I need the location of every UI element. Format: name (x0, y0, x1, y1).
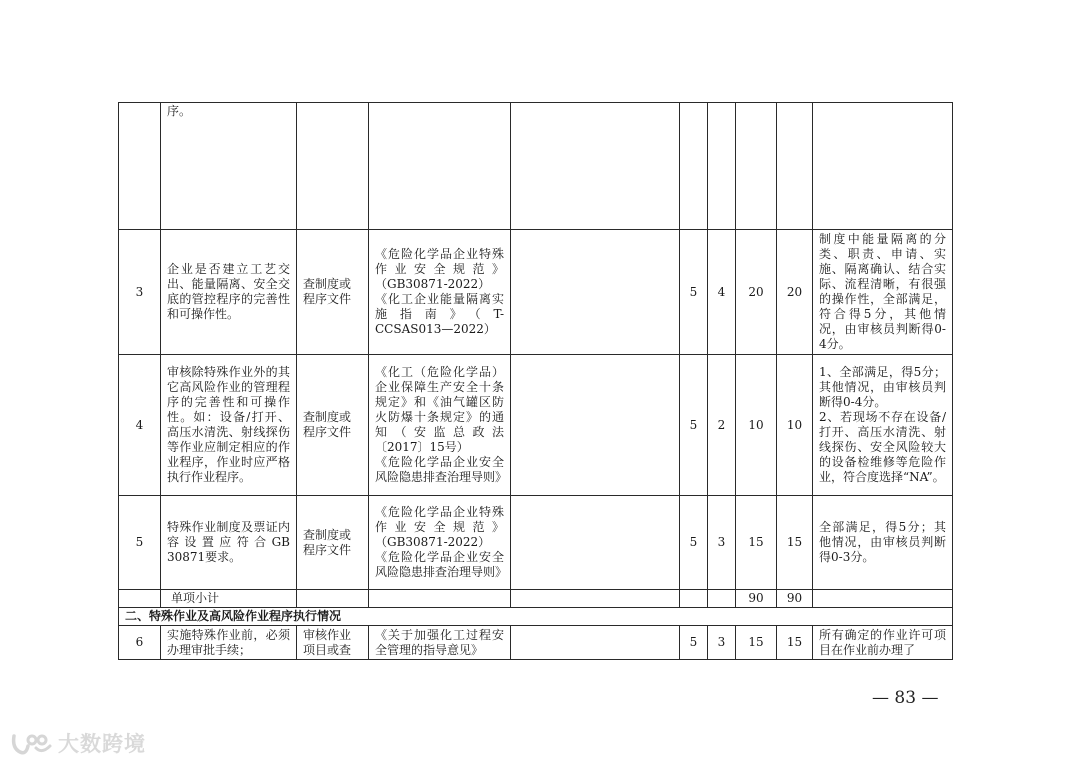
page-number: — 83 — (872, 688, 939, 708)
audit-note (511, 230, 680, 355)
audit-method: 审核作业项目或查 (297, 626, 369, 660)
scoring-rule: 制度中能量隔离的分类、职责、申请、实施、隔离确认、结合实际、流程清晰，有很强的操作性，全部满足，符合得5分，其他情况，由审核员判断得0-4分。 (813, 230, 953, 355)
audit-item: 企业是否建立工艺交出、能量隔离、安全交底的管控程序的完善性和可操作性。 (161, 230, 297, 355)
subtotal-obtained: 90 (777, 590, 813, 608)
logo-mark-icon (10, 728, 54, 758)
audit-item: 实施特殊作业前，必须办理审批手续； (161, 626, 297, 660)
audit-item: 审核除特殊作业外的其它高风险作业的管理程序的完善性和可操作性。如：设备/打开、高压水清洗、射线探伤等作业应制定相应的作业程序，作业时应严格执行作业程序。 (161, 355, 297, 496)
audit-basis: 《化工（危险化学品）企业保障生产安全十条规定》和《油气罐区防火防爆十条规定》的通知（安监总政法〔2017〕15号） 《危险化学品企业安全风险隐患排查治理导则》 (369, 355, 511, 496)
row-number: 6 (119, 626, 161, 660)
weight: 4 (708, 230, 736, 355)
audit-method: 查制度或程序文件 (297, 496, 369, 590)
weighted-score: 15 (736, 496, 777, 590)
audit-basis: 《危险化学品企业特殊作业安全规范》（GB30871-2022） 《化工企业能量隔离实施指南》（T-CCSAS013—2022） (369, 230, 511, 355)
weight (708, 103, 736, 230)
scoring-rule: 全部满足，得5分；其他情况，由审核员判断得0-3分。 (813, 496, 953, 590)
watermark-text: 大数跨境 (58, 732, 146, 756)
scoring-rule: 1、全部满足，得5分；其他情况，由审核员判断得0-4分。 2、若现场不存在设备/打开、高压水清洗、射线探伤、安全风险较大的设备检维修等危险作业，符合度选择“NA”。 (813, 355, 953, 496)
weighted-score (736, 103, 777, 230)
table-row (119, 355, 953, 496)
subtotal-label: 单项小计 (161, 590, 297, 608)
table-row (119, 496, 953, 590)
audit-note (511, 103, 680, 230)
obtained-score (777, 103, 813, 230)
weight: 2 (708, 355, 736, 496)
table-row (119, 626, 953, 660)
obtained-score: 15 (777, 496, 813, 590)
weighted-score: 15 (736, 626, 777, 660)
audit-item: 特殊作业制度及票证内容设置应符合GB 30871要求。 (161, 496, 297, 590)
audit-basis: 《危险化学品企业特殊作业安全规范》（GB30871-2022） 《危险化学品企业安全风险隐患排查治理导则》 (369, 496, 511, 590)
obtained-score: 20 (777, 230, 813, 355)
audit-method: 查制度或程序文件 (297, 355, 369, 496)
row-number: 3 (119, 230, 161, 355)
audit-note (511, 355, 680, 496)
full-score (680, 103, 708, 230)
audit-basis (369, 103, 511, 230)
subtotal-row (119, 590, 953, 608)
full-score: 5 (680, 626, 708, 660)
audit-note (511, 626, 680, 660)
weight: 3 (708, 496, 736, 590)
table-row (119, 103, 953, 230)
row-number: 5 (119, 496, 161, 590)
audit-method: 查制度或程序文件 (297, 230, 369, 355)
scoring-rule: 所有确定的作业许可项目在作业前办理了 (813, 626, 953, 660)
obtained-score: 10 (777, 355, 813, 496)
full-score: 5 (680, 496, 708, 590)
section-title: 二、特殊作业及高风险作业程序执行情况 (119, 608, 953, 626)
weight: 3 (708, 626, 736, 660)
audit-item: 序。 (161, 103, 297, 230)
audit-basis: 《关于加强化工过程安全管理的指导意见》 (369, 626, 511, 660)
full-score: 5 (680, 230, 708, 355)
full-score: 5 (680, 355, 708, 496)
section-header-row (119, 608, 953, 626)
row-number: 4 (119, 355, 161, 496)
row-number (119, 103, 161, 230)
audit-method (297, 103, 369, 230)
obtained-score: 15 (777, 626, 813, 660)
subtotal-blank (119, 590, 161, 608)
subtotal-score: 90 (736, 590, 777, 608)
weighted-score: 10 (736, 355, 777, 496)
scoring-rule (813, 103, 953, 230)
watermark (10, 726, 146, 760)
weighted-score: 20 (736, 230, 777, 355)
audit-table (118, 102, 953, 660)
audit-note (511, 496, 680, 590)
table-row (119, 230, 953, 355)
